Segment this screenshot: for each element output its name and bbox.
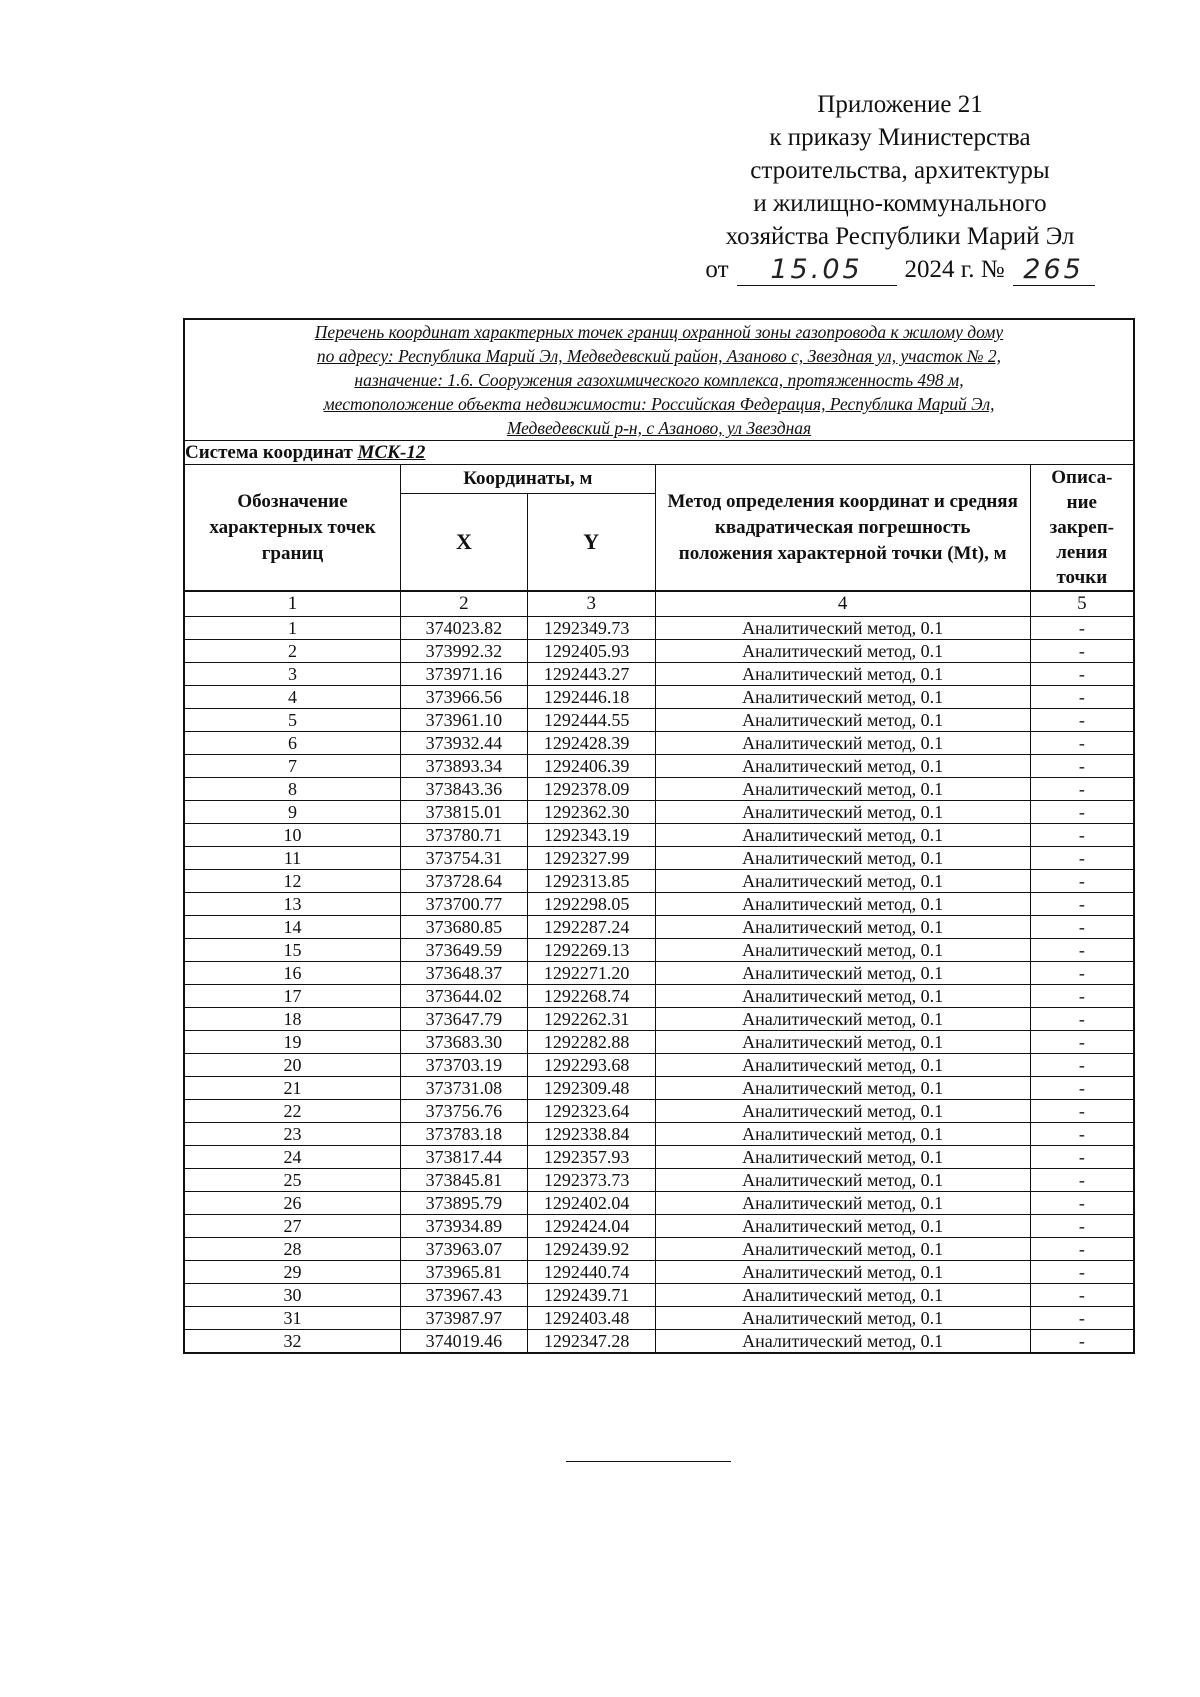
table-row	[184, 617, 1134, 640]
point-number-cell: 16	[184, 962, 401, 985]
table-row	[184, 916, 1134, 939]
col-y-header: Y	[527, 494, 655, 592]
y-coordinate-cell: 1292271.20	[527, 962, 655, 985]
x-coordinate-cell: 373700.77	[401, 893, 528, 916]
header-line: Приложение 21	[817, 91, 983, 118]
method-cell: Аналитический метод, 0.1	[655, 755, 1030, 778]
header-line: хозяйства Республики Марий Эл	[725, 223, 1075, 250]
title-line: местоположение объекта недвижимости: Российская Федерация, Республика Марий Эл,	[323, 394, 995, 414]
coord-system-row	[184, 441, 1134, 465]
end-divider-line	[566, 1461, 731, 1462]
table-row	[184, 1238, 1134, 1261]
description-cell: -	[1030, 1077, 1134, 1100]
appendix-header	[690, 88, 1110, 286]
point-number-cell: 11	[184, 847, 401, 870]
col-desc-header	[1030, 465, 1134, 592]
y-coordinate-cell: 1292327.99	[527, 847, 655, 870]
point-number-cell: 17	[184, 985, 401, 1008]
x-coordinate-cell: 373987.97	[401, 1307, 528, 1330]
point-number-cell: 26	[184, 1192, 401, 1215]
method-cell: Аналитический метод, 0.1	[655, 1215, 1030, 1238]
x-coordinate-cell: 373731.08	[401, 1077, 528, 1100]
column-number: 1	[184, 591, 401, 617]
description-cell: -	[1030, 870, 1134, 893]
point-number-cell: 4	[184, 686, 401, 709]
x-coordinate-cell: 373644.02	[401, 985, 528, 1008]
description-cell: -	[1030, 801, 1134, 824]
description-cell: -	[1030, 1284, 1134, 1307]
description-cell: -	[1030, 686, 1134, 709]
x-coordinate-cell: 373843.36	[401, 778, 528, 801]
table-row	[184, 1215, 1134, 1238]
col-desc-line: ления	[1056, 542, 1108, 563]
y-coordinate-cell: 1292309.48	[527, 1077, 655, 1100]
table-title-row	[184, 319, 1134, 441]
y-coordinate-cell: 1292338.84	[527, 1123, 655, 1146]
table-row	[184, 893, 1134, 916]
table-row	[184, 1008, 1134, 1031]
x-coordinate-cell: 373932.44	[401, 732, 528, 755]
y-coordinate-cell: 1292378.09	[527, 778, 655, 801]
method-cell: Аналитический метод, 0.1	[655, 893, 1030, 916]
point-number-cell: 13	[184, 893, 401, 916]
y-coordinate-cell: 1292262.31	[527, 1008, 655, 1031]
method-cell: Аналитический метод, 0.1	[655, 663, 1030, 686]
description-cell: -	[1030, 1307, 1134, 1330]
title-line: по адресу: Республика Марий Эл, Медведевский район, Азаново с, Звездная ул, участок № 2,	[316, 346, 1002, 366]
point-number-cell: 2	[184, 640, 401, 663]
x-coordinate-cell: 373815.01	[401, 801, 528, 824]
date-prefix: от	[705, 256, 729, 283]
method-cell: Аналитический метод, 0.1	[655, 916, 1030, 939]
x-coordinate-cell: 373971.16	[401, 663, 528, 686]
y-coordinate-cell: 1292313.85	[527, 870, 655, 893]
description-cell: -	[1030, 824, 1134, 847]
column-number-row	[184, 591, 1134, 617]
method-cell: Аналитический метод, 0.1	[655, 870, 1030, 893]
x-coordinate-cell: 373967.43	[401, 1284, 528, 1307]
y-coordinate-cell: 1292443.27	[527, 663, 655, 686]
description-cell: -	[1030, 617, 1134, 640]
description-cell: -	[1030, 1238, 1134, 1261]
handwritten-order-number: 265	[1013, 255, 1095, 286]
description-cell: -	[1030, 962, 1134, 985]
table-row	[184, 1169, 1134, 1192]
table-row	[184, 1284, 1134, 1307]
title-line: назначение: 1.6. Сооружения газохимического комплекса, протяженность 498 м,	[354, 370, 964, 390]
x-coordinate-cell: 373649.59	[401, 939, 528, 962]
x-coordinate-cell: 373845.81	[401, 1169, 528, 1192]
y-coordinate-cell: 1292293.68	[527, 1054, 655, 1077]
method-cell: Аналитический метод, 0.1	[655, 801, 1030, 824]
year-text: 2024 г. №	[904, 256, 1005, 283]
method-cell: Аналитический метод, 0.1	[655, 847, 1030, 870]
y-coordinate-cell: 1292444.55	[527, 709, 655, 732]
method-cell: Аналитический метод, 0.1	[655, 1123, 1030, 1146]
table-row	[184, 1054, 1134, 1077]
point-number-cell: 23	[184, 1123, 401, 1146]
x-coordinate-cell: 373961.10	[401, 709, 528, 732]
y-coordinate-cell: 1292403.48	[527, 1307, 655, 1330]
x-coordinate-cell: 373817.44	[401, 1146, 528, 1169]
handwritten-date: 15.05	[737, 255, 897, 286]
method-cell: Аналитический метод, 0.1	[655, 686, 1030, 709]
col-method-header: Метод определения координат и средняя квадратическая погрешность положения характерной точки (Mt), м	[655, 465, 1030, 592]
point-number-cell: 25	[184, 1169, 401, 1192]
method-cell: Аналитический метод, 0.1	[655, 1261, 1030, 1284]
description-cell: -	[1030, 1169, 1134, 1192]
y-coordinate-cell: 1292287.24	[527, 916, 655, 939]
method-cell: Аналитический метод, 0.1	[655, 1307, 1030, 1330]
table-row	[184, 939, 1134, 962]
point-number-cell: 18	[184, 1008, 401, 1031]
coord-system	[184, 441, 1134, 465]
method-cell: Аналитический метод, 0.1	[655, 1192, 1030, 1215]
table-row	[184, 1330, 1134, 1354]
x-coordinate-cell: 373754.31	[401, 847, 528, 870]
method-cell: Аналитический метод, 0.1	[655, 962, 1030, 985]
description-cell: -	[1030, 1123, 1134, 1146]
description-cell: -	[1030, 1146, 1134, 1169]
method-cell: Аналитический метод, 0.1	[655, 939, 1030, 962]
x-coordinate-cell: 373893.34	[401, 755, 528, 778]
description-cell: -	[1030, 985, 1134, 1008]
col-desc-line: ние	[1066, 492, 1097, 513]
description-cell: -	[1030, 755, 1134, 778]
table-row	[184, 755, 1134, 778]
method-cell: Аналитический метод, 0.1	[655, 985, 1030, 1008]
y-coordinate-cell: 1292269.13	[527, 939, 655, 962]
point-number-cell: 8	[184, 778, 401, 801]
header-line: строительства, архитектуры	[750, 157, 1050, 184]
method-cell: Аналитический метод, 0.1	[655, 617, 1030, 640]
x-coordinate-cell: 373703.19	[401, 1054, 528, 1077]
header-row-1	[184, 465, 1134, 494]
x-coordinate-cell: 373780.71	[401, 824, 528, 847]
method-cell: Аналитический метод, 0.1	[655, 1238, 1030, 1261]
table-row	[184, 1146, 1134, 1169]
method-cell: Аналитический метод, 0.1	[655, 1284, 1030, 1307]
method-cell: Аналитический метод, 0.1	[655, 1169, 1030, 1192]
x-coordinate-cell: 373963.07	[401, 1238, 528, 1261]
table-row	[184, 1261, 1134, 1284]
point-number-cell: 29	[184, 1261, 401, 1284]
point-number-cell: 15	[184, 939, 401, 962]
col-x-header: X	[401, 494, 528, 592]
y-coordinate-cell: 1292405.93	[527, 640, 655, 663]
y-coordinate-cell: 1292440.74	[527, 1261, 655, 1284]
table-row	[184, 732, 1134, 755]
table-row	[184, 686, 1134, 709]
y-coordinate-cell: 1292282.88	[527, 1031, 655, 1054]
point-number-cell: 28	[184, 1238, 401, 1261]
description-cell: -	[1030, 939, 1134, 962]
description-cell: -	[1030, 1054, 1134, 1077]
method-cell: Аналитический метод, 0.1	[655, 1008, 1030, 1031]
header-line: к приказу Министерства	[769, 124, 1031, 151]
point-number-cell: 19	[184, 1031, 401, 1054]
method-cell: Аналитический метод, 0.1	[655, 778, 1030, 801]
point-number-cell: 21	[184, 1077, 401, 1100]
description-cell: -	[1030, 778, 1134, 801]
description-cell: -	[1030, 732, 1134, 755]
y-coordinate-cell: 1292406.39	[527, 755, 655, 778]
x-coordinate-cell: 373648.37	[401, 962, 528, 985]
point-number-cell: 5	[184, 709, 401, 732]
description-cell: -	[1030, 916, 1134, 939]
table-row	[184, 663, 1134, 686]
x-coordinate-cell: 373680.85	[401, 916, 528, 939]
point-number-cell: 22	[184, 1100, 401, 1123]
point-number-cell: 30	[184, 1284, 401, 1307]
col-point-header: Обозначение характерных точек границ	[184, 465, 401, 592]
x-coordinate-cell: 374019.46	[401, 1330, 528, 1354]
x-coordinate-cell: 373966.56	[401, 686, 528, 709]
description-cell: -	[1030, 1008, 1134, 1031]
table-row	[184, 1031, 1134, 1054]
x-coordinate-cell: 373895.79	[401, 1192, 528, 1215]
y-coordinate-cell: 1292357.93	[527, 1146, 655, 1169]
method-cell: Аналитический метод, 0.1	[655, 1100, 1030, 1123]
point-number-cell: 12	[184, 870, 401, 893]
column-number: 5	[1030, 591, 1134, 617]
method-cell: Аналитический метод, 0.1	[655, 1146, 1030, 1169]
col-coords-header: Координаты, м	[401, 465, 656, 494]
y-coordinate-cell: 1292402.04	[527, 1192, 655, 1215]
table-row	[184, 1307, 1134, 1330]
table-row	[184, 824, 1134, 847]
x-coordinate-cell: 373647.79	[401, 1008, 528, 1031]
x-coordinate-cell: 374023.82	[401, 617, 528, 640]
title-line: Медведевский р-н, с Азаново, ул Звездная	[506, 418, 812, 438]
point-number-cell: 1	[184, 617, 401, 640]
y-coordinate-cell: 1292298.05	[527, 893, 655, 916]
y-coordinate-cell: 1292424.04	[527, 1215, 655, 1238]
table-row	[184, 847, 1134, 870]
table-row	[184, 709, 1134, 732]
y-coordinate-cell: 1292428.39	[527, 732, 655, 755]
x-coordinate-cell: 373965.81	[401, 1261, 528, 1284]
y-coordinate-cell: 1292362.30	[527, 801, 655, 824]
table-row	[184, 1100, 1134, 1123]
x-coordinate-cell: 373934.89	[401, 1215, 528, 1238]
point-number-cell: 14	[184, 916, 401, 939]
point-number-cell: 3	[184, 663, 401, 686]
column-number: 4	[655, 591, 1030, 617]
col-desc-line: точки	[1056, 567, 1108, 588]
method-cell: Аналитический метод, 0.1	[655, 1054, 1030, 1077]
method-cell: Аналитический метод, 0.1	[655, 1077, 1030, 1100]
title-line: Перечень координат характерных точек границ охранной зоны газопровода к жилому дому	[314, 322, 1004, 342]
y-coordinate-cell: 1292373.73	[527, 1169, 655, 1192]
point-number-cell: 27	[184, 1215, 401, 1238]
table-row	[184, 1077, 1134, 1100]
coord-system-value: МСК-12	[357, 442, 426, 463]
y-coordinate-cell: 1292446.18	[527, 686, 655, 709]
description-cell: -	[1030, 1330, 1134, 1354]
description-cell: -	[1030, 847, 1134, 870]
point-number-cell: 31	[184, 1307, 401, 1330]
description-cell: -	[1030, 1100, 1134, 1123]
description-cell: -	[1030, 663, 1134, 686]
x-coordinate-cell: 373992.32	[401, 640, 528, 663]
point-number-cell: 24	[184, 1146, 401, 1169]
description-cell: -	[1030, 1215, 1134, 1238]
x-coordinate-cell: 373783.18	[401, 1123, 528, 1146]
method-cell: Аналитический метод, 0.1	[655, 1031, 1030, 1054]
point-number-cell: 9	[184, 801, 401, 824]
x-coordinate-cell: 373756.76	[401, 1100, 528, 1123]
point-number-cell: 10	[184, 824, 401, 847]
coordinates-table	[183, 318, 1135, 1354]
y-coordinate-cell: 1292347.28	[527, 1330, 655, 1354]
point-number-cell: 7	[184, 755, 401, 778]
x-coordinate-cell: 373728.64	[401, 870, 528, 893]
y-coordinate-cell: 1292439.92	[527, 1238, 655, 1261]
table-row	[184, 801, 1134, 824]
description-cell: -	[1030, 1192, 1134, 1215]
description-cell: -	[1030, 893, 1134, 916]
x-coordinate-cell: 373683.30	[401, 1031, 528, 1054]
description-cell: -	[1030, 640, 1134, 663]
column-number: 2	[401, 591, 528, 617]
table-row	[184, 778, 1134, 801]
point-number-cell: 20	[184, 1054, 401, 1077]
method-cell: Аналитический метод, 0.1	[655, 732, 1030, 755]
table-row	[184, 962, 1134, 985]
table-row	[184, 985, 1134, 1008]
point-number-cell: 6	[184, 732, 401, 755]
method-cell: Аналитический метод, 0.1	[655, 824, 1030, 847]
header-line: и жилищно-коммунального	[753, 190, 1047, 217]
point-number-cell: 32	[184, 1330, 401, 1354]
col-desc-line: Описа-	[1051, 467, 1113, 488]
y-coordinate-cell: 1292323.64	[527, 1100, 655, 1123]
method-cell: Аналитический метод, 0.1	[655, 709, 1030, 732]
description-cell: -	[1030, 1031, 1134, 1054]
method-cell: Аналитический метод, 0.1	[655, 640, 1030, 663]
col-desc-line: закреп-	[1049, 517, 1114, 538]
table-row	[184, 640, 1134, 663]
description-cell: -	[1030, 709, 1134, 732]
method-cell: Аналитический метод, 0.1	[655, 1330, 1030, 1354]
y-coordinate-cell: 1292439.71	[527, 1284, 655, 1307]
y-coordinate-cell: 1292268.74	[527, 985, 655, 1008]
table-row	[184, 1123, 1134, 1146]
y-coordinate-cell: 1292349.73	[527, 617, 655, 640]
order-date-line	[690, 253, 1110, 286]
column-number: 3	[527, 591, 655, 617]
table-row	[184, 1192, 1134, 1215]
y-coordinate-cell: 1292343.19	[527, 824, 655, 847]
description-cell: -	[1030, 1261, 1134, 1284]
table-row	[184, 870, 1134, 893]
table-title	[184, 319, 1134, 441]
coord-system-label: Система координат	[185, 442, 353, 463]
